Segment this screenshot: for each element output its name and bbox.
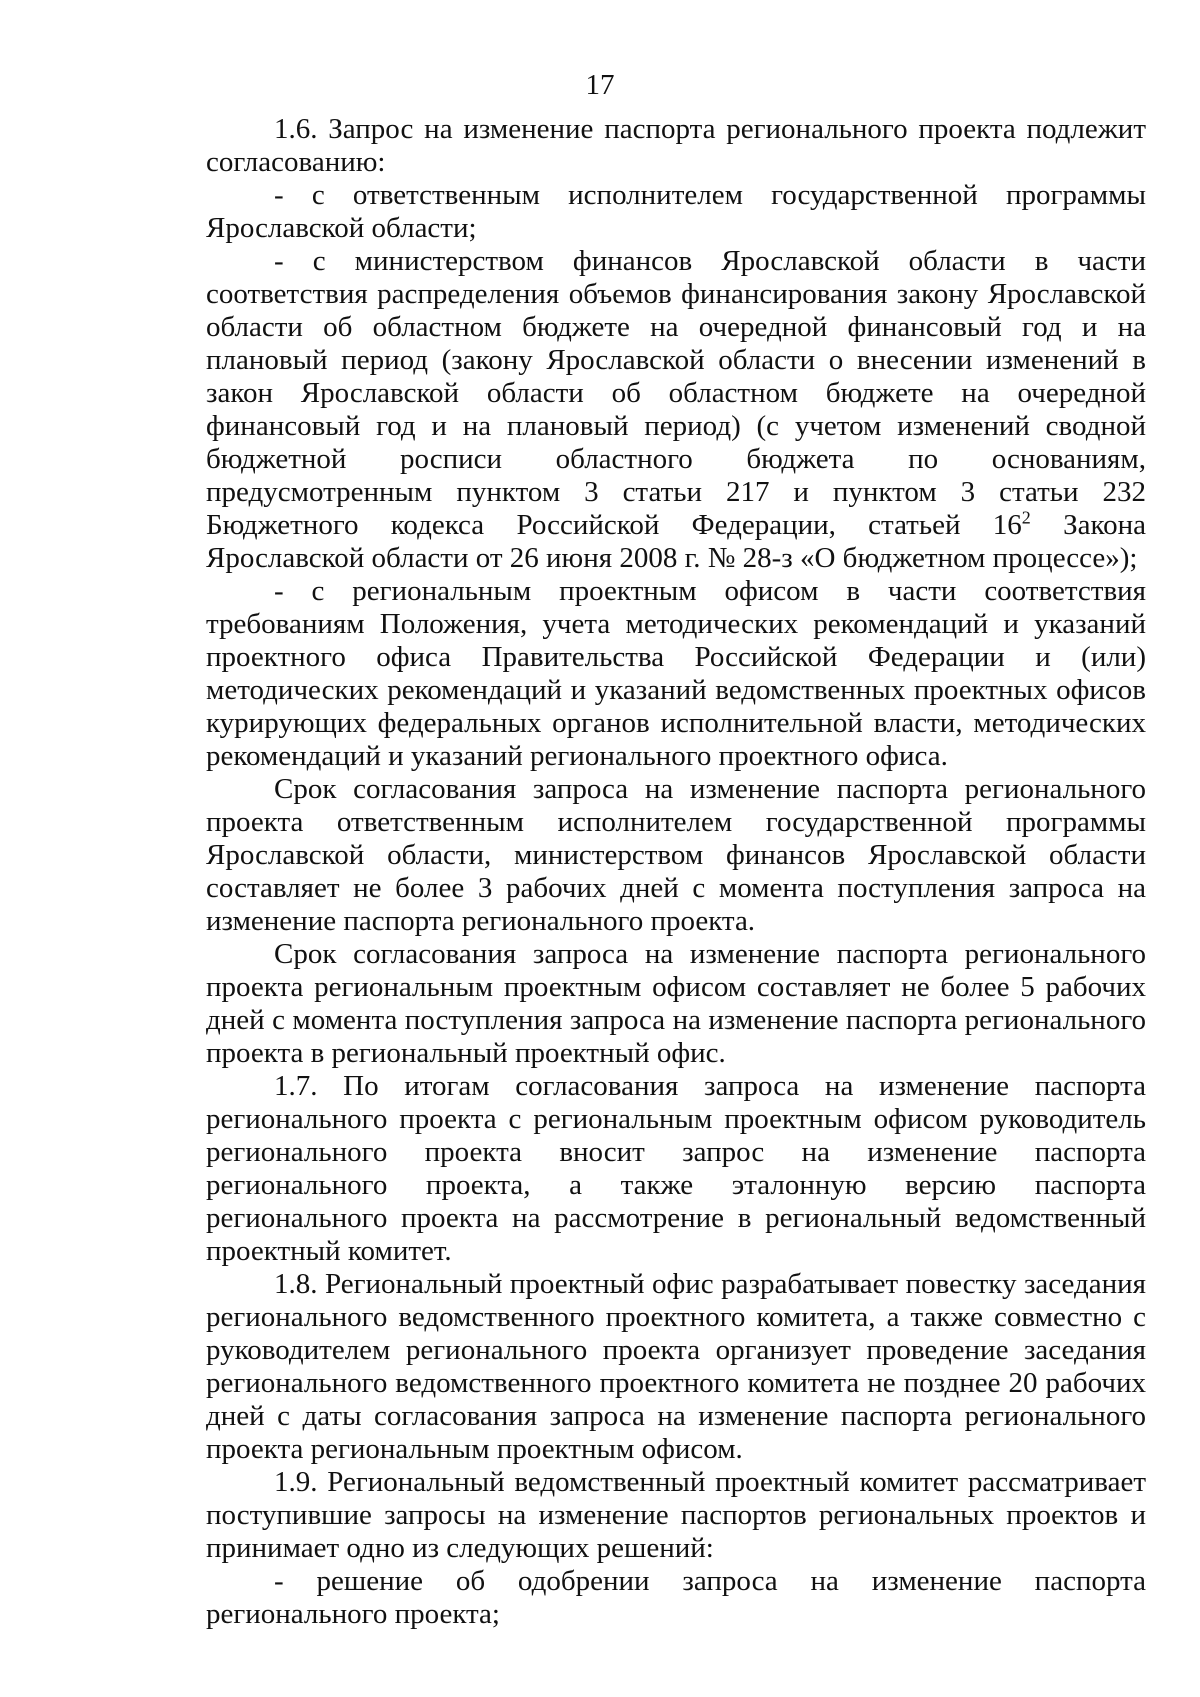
- document-body: [206, 113, 1146, 1631]
- ministry-finance-text-before-superscript: - с министерством финансов Ярославской области в части соответствия распределения объемов финансирования закону Ярославской области об областном бюджете на очередной финансовый год и на плановый период (закону Ярославской области о внесении изменений в закон Ярославской области об областном бюджете на очередной финансовый год и на плановый период) (с учетом изменений сводной бюджетной росписи областного бюджета по основаниям, предусмотренным пунктом 3 статьи 217 и пунктом 3 статьи 232 Бюджетного кодекса Российской Федерации, статьей 16: [206, 245, 1146, 541]
- page-number: 17: [585, 69, 615, 101]
- article-superscript: 2: [1021, 507, 1031, 528]
- paragraph-1-8: 1.8. Региональный проектный офис разрабатывает повестку заседания регионального ведомственного проектного комитета, а также совместно с руководителем регионального проекта организует проведение заседания регионального ведомственного проектного комитета не позднее 20 рабочих дней с даты согласования запроса на изменение паспорта регионального проекта региональным проектным офисом.: [206, 1268, 1146, 1465]
- paragraph-deadline-five-days: Срок согласования запроса на изменение паспорта регионального проекта региональным проектным офисом составляет не более 5 рабочих дней с момента поступления запроса на изменение паспорта регионального проекта в региональный проектный офис.: [206, 938, 1146, 1069]
- paragraph-1-9: 1.9. Региональный ведомственный проектный комитет рассматривает поступившие запросы на изменение паспортов региональных проектов и принимает одно из следующих решений:: [206, 1466, 1146, 1564]
- paragraph-1-7: 1.7. По итогам согласования запроса на изменение паспорта регионального проекта с региональным проектным офисом руководитель регионального проекта вносит запрос на изменение паспорта регионального проекта, а также эталонную версию паспорта регионального проекта на рассмотрение в региональный ведомственный проектный комитет.: [206, 1070, 1146, 1267]
- ministry-finance-text-after-superscript: Закона Ярославской области от 26 июня 2008 г. № 28-з «О бюджетном процессе»);: [206, 509, 1146, 574]
- paragraph-1-6: 1.6. Запрос на изменение паспорта регионального проекта подлежит согласованию:: [206, 113, 1146, 178]
- paragraph-deadline-three-days: Срок согласования запроса на изменение паспорта регионального проекта ответственным исполнителем государственной программы Ярославской области, министерством финансов Ярославской области составляет не более 3 рабочих дней с момента поступления запроса на изменение паспорта регионального проекта.: [206, 773, 1146, 937]
- paragraph-approval-responsible-executor: - с ответственным исполнителем государственной программы Ярославской области;: [206, 179, 1146, 244]
- paragraph-approval-project-office: - с региональным проектным офисом в части соответствия требованиям Положения, учета методических рекомендаций и указаний проектного офиса Правительства Российской Федерации и (или) методических рекомендаций и указаний ведомственных проектных офисов курирующих федеральных органов исполнительной власти, методических рекомендаций и указаний регионального проектного офиса.: [206, 575, 1146, 772]
- paragraph-approval-decision: - решение об одобрении запроса на изменение паспорта регионального проекта;: [206, 1565, 1146, 1630]
- paragraph-approval-ministry-finance: [206, 245, 1146, 575]
